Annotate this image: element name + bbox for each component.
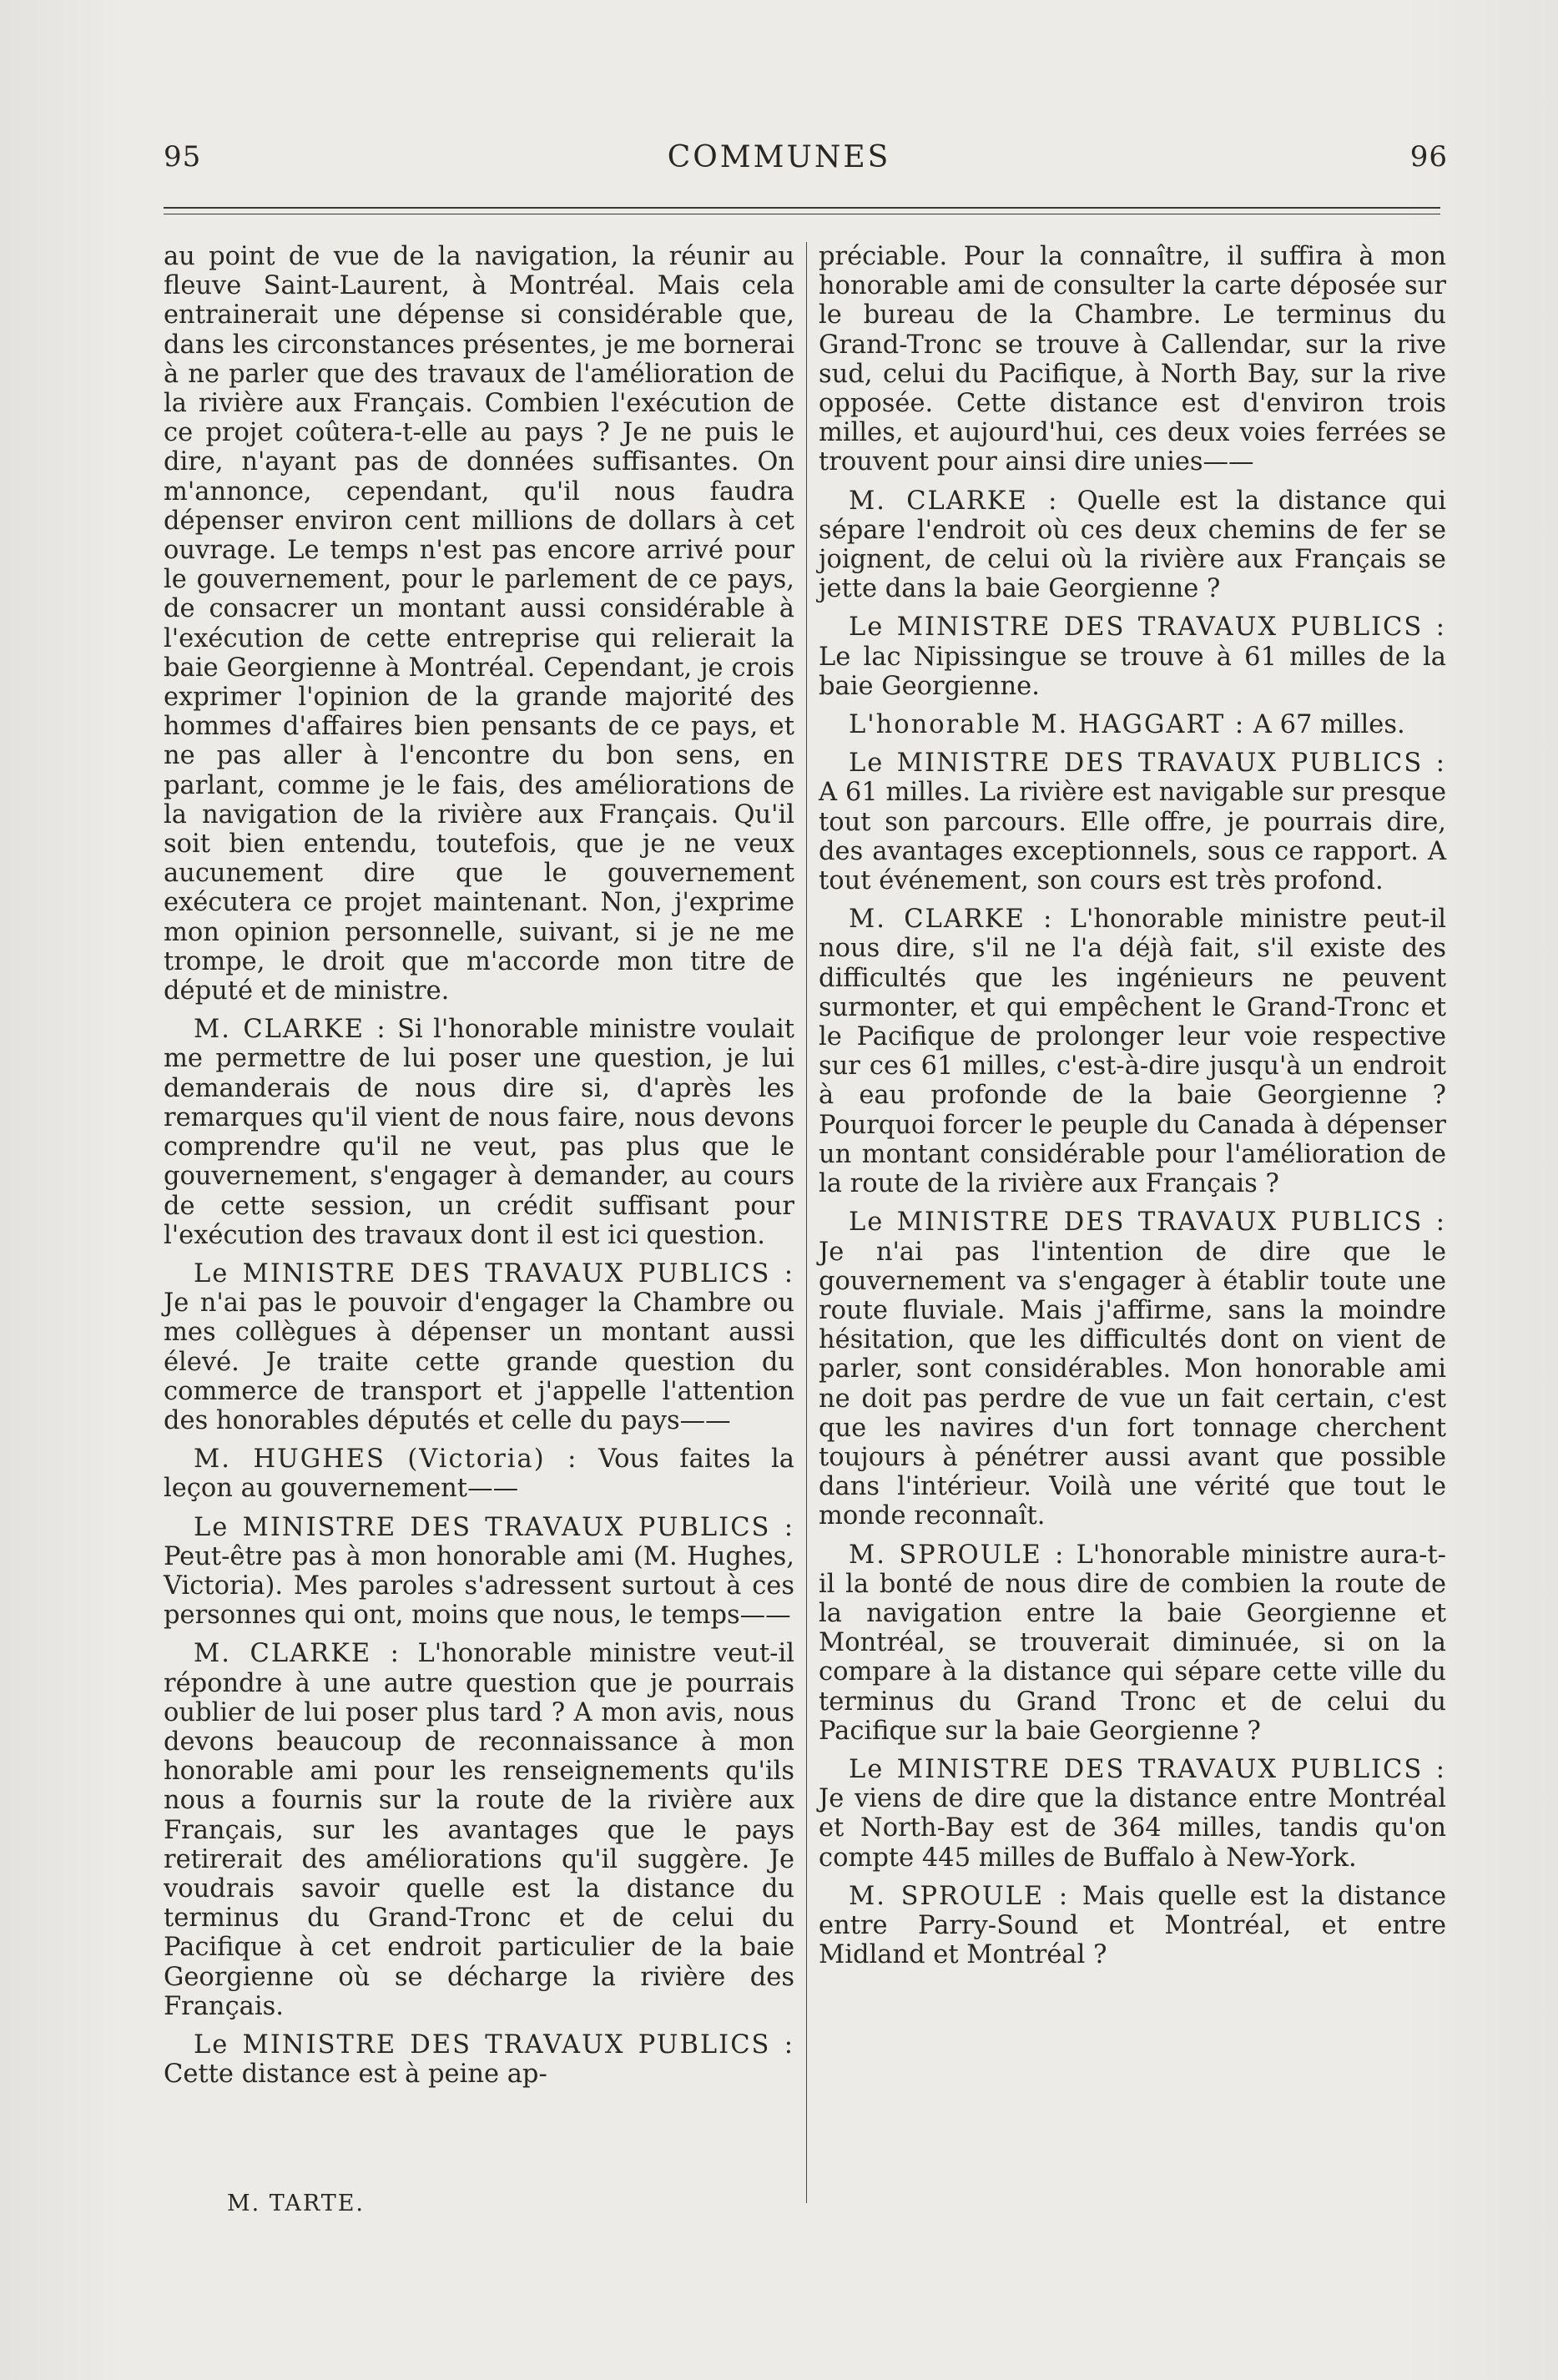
paragraph (819, 1208, 1446, 1530)
column-divider (806, 242, 807, 2203)
paragraph (819, 1755, 1446, 1873)
speech-text: Cette distance est à peine ap- (164, 2060, 547, 2090)
paragraph (164, 1513, 794, 1631)
speech-text: Le lac Nipissingue se trouve à 61 milles de la baie Georgienne. (819, 642, 1446, 701)
speaker-name: Le MINISTRE DES TRAVAUX PUBLICS : (849, 1754, 1446, 1784)
speaker-name: Le MINISTRE DES TRAVAUX PUBLICS : (849, 1208, 1446, 1238)
speech-text: L'honorable ministre veut-il répondre à une autre question que je pourrais oublier de lui poser plus tard ? A mon avis, nous devons beaucoup de reconnaissance à mon honorable ami pour les renseignements qu'ils nous a fournis sur la route de la rivière aux Français, sur les avantages que le pays retirerait des améliorations qu'il suggère. Je voudrais savoir quelle est la distance du terminus du Grand-Tronc et de celui du Pacifique à cet endroit particulier de la baie Georgienne où se décharge la rivière des Français. (164, 1639, 795, 2021)
speaker-name: M. SPROULE : (849, 1540, 1066, 1570)
speaker-name: Le MINISTRE DES TRAVAUX PUBLICS : (849, 613, 1446, 643)
paragraph (164, 2030, 794, 2089)
right-column (819, 242, 1446, 1979)
page-number-right: 96 (1409, 140, 1448, 174)
paragraph (819, 905, 1446, 1198)
speaker-name: M. CLARKE : (194, 1015, 387, 1045)
paragraph (819, 613, 1446, 701)
speaker-name: M. HUGHES (Victoria) : (194, 1445, 578, 1475)
running-title: COMMUNES (667, 140, 891, 174)
speech-text: A 67 milles. (1245, 710, 1405, 740)
speech-text: Quelle est la distance qui sépare l'endroit où ces deux chemins de fer se joignent, de celui où la rivière aux Français se jette dans la baie Georgienne ? (819, 486, 1446, 604)
speech-text: Je viens de dire que la distance entre Montréal et North-Bay est de 364 milles, tandis qu'on compte 445 milles de Buffalo à New-York. (819, 1784, 1446, 1873)
footer-signature: M. TARTE. (227, 2191, 365, 2216)
speaker-name: Le MINISTRE DES TRAVAUX PUBLICS : (849, 749, 1446, 779)
speaker-name: L'honorable M. HAGGART : (849, 710, 1246, 740)
paragraph (819, 749, 1446, 895)
speech-text: Je n'ai pas l'intention de dire que le gouvernement va s'engager à établir toute une route fluviale. Mais j'affirme, sans la moindre hésitation, que les difficultés dont on vient de parler, sont considérables. Mon honorable ami ne doit pas perdre de vue un fait certain, c'est que les navires d'un fort tonnage cherchent toujours à pénétrer aussi avant que possible dans l'intérieur. Voilà une vérité que tout le monde reconnaît. (819, 1237, 1446, 1531)
left-column (164, 242, 794, 2098)
paragraph: préciable. Pour la connaître, il suffira à mon honorable ami de consulter la carte déposée sur le bureau de la Chambre. Le terminus du Grand-Tronc se trouve à Callendar, sur la rive sud, celui du Pacifique, à North Bay, sur la rive opposée. Cette distance est d'environ trois milles, et aujourd'hui, ces deux voies ferrées se trouvent pour ainsi dire unies—— (819, 242, 1446, 477)
paragraph (164, 1015, 794, 1250)
speaker-name: M. CLARKE : (194, 1639, 401, 1669)
speaker-name: M. CLARKE : (849, 905, 1054, 935)
paragraph (819, 1882, 1446, 1970)
page-number-left: 95 (164, 140, 202, 174)
speech-text: Peut-être pas à mon honorable ami (M. Hughes, Victoria). Mes paroles s'adressent surtout à ces personnes qui ont, moins que nous, le temps—— (164, 1541, 794, 1631)
paragraph (164, 1639, 794, 2021)
speech-text: Je n'ai pas le pouvoir d'engager la Chambre ou mes collègues à dépenser un montant aussi élevé. Je traite cette grande question du commerce de transport et j'appelle l'attention des honorables députés et celle du pays—— (164, 1288, 794, 1435)
paragraph: au point de vue de la navigation, la réunir au fleuve Saint-Laurent, à Montréal. Mais cela entrainerait une dépense si considérable que, dans les circonstances présentes, je me bornerai à ne parler que des travaux de l'amélioration de la rivière aux Français. Combien l'exécution de ce projet coûtera-t-elle au pays ? Je ne puis le dire, n'ayant pas de données suffisantes. On m'annonce, cependant, qu'il nous faudra dépenser environ cent millions de dollars à cet ouvrage. Le temps n'est pas encore arrivé pour le gouvernement, pour le parlement de ce pays, de consacrer un montant aussi considérable à l'exécution de cette entreprise qui relierait la baie Georgienne à Montréal. Cependant, je crois exprimer l'opinion de la grande majorité des hommes d'affaires bien pensants de ce pays, et ne pas aller à l'encontre du bon sens, en parlant, comme je le fais, des améliorations de la navigation de la rivière aux Français. Qu'il soit bien entendu, toutefois, que je ne veux aucunement dire que le gouvernement exécutera ce projet maintenant. Non, j'exprime mon opinion personnelle, suivant, si je ne me trompe, le droit que m'accorde mon titre de député et de ministre. (164, 242, 794, 1006)
speech-text: Mais quelle est la distance entre Parry-Sound et Montréal, et entre Midland et Montréal ? (819, 1881, 1446, 1970)
speech-text: L'honorable ministre aura-t-il la bonté de nous dire de combien la route de la navigation entre la baie Georgienne et Montréal, se trouverait diminuée, si on la compare à la distance qui sépare cette ville du terminus du Grand Tronc et de celui du Pacifique sur la baie Georgienne ? (819, 1540, 1446, 1746)
speaker-name: Le MINISTRE DES TRAVAUX PUBLICS : (194, 1258, 794, 1288)
speech-text: L'honorable ministre peut-il nous dire, s'il ne l'a déjà fait, s'il existe des difficultés que les ingénieurs ne peuvent surmonter, et qui empêchent le Grand-Tronc et le Pacifique de prolonger leur voie respective sur ces 61 milles, c'est-à-dire jusqu'à un endroit à eau profonde de la baie Georgienne ? Pourquoi forcer le peuple du Canada à dépenser un montant considérable pour l'amélioration de la route de la rivière aux Français ? (819, 905, 1446, 1199)
paragraph (819, 710, 1446, 739)
header-rule (164, 207, 1440, 209)
speaker-name: Le MINISTRE DES TRAVAUX PUBLICS : (194, 2030, 794, 2060)
speaker-name: Le MINISTRE DES TRAVAUX PUBLICS : (194, 1512, 794, 1542)
speech-text: Si l'honorable ministre voulait me permettre de lui poser une question, je lui demanderais de nous dire si, d'après les remarques qu'il vient de nous faire, nous devons comprendre qu'il ne veut, pas plus que le gouvernement, s'engager à demander, au cours de cette session, un crédit suffisant pour l'exécution des travaux dont il est ici question. (164, 1015, 794, 1250)
paragraph (164, 1259, 794, 1435)
paragraph (819, 1540, 1446, 1746)
speaker-name: M. SPROULE : (849, 1881, 1070, 1911)
paragraph (164, 1445, 794, 1503)
speech-text: A 61 milles. La rivière est navigable sur presque tout son parcours. Elle offre, je pourrais dire, des avantages exceptionnels, sous ce rapport. A tout événement, son cours est très profond. (819, 778, 1446, 896)
paragraph (819, 487, 1446, 604)
speaker-name: M. CLARKE : (849, 486, 1059, 516)
speech-text: Vous faites la leçon au gouvernement—— (164, 1445, 794, 1504)
